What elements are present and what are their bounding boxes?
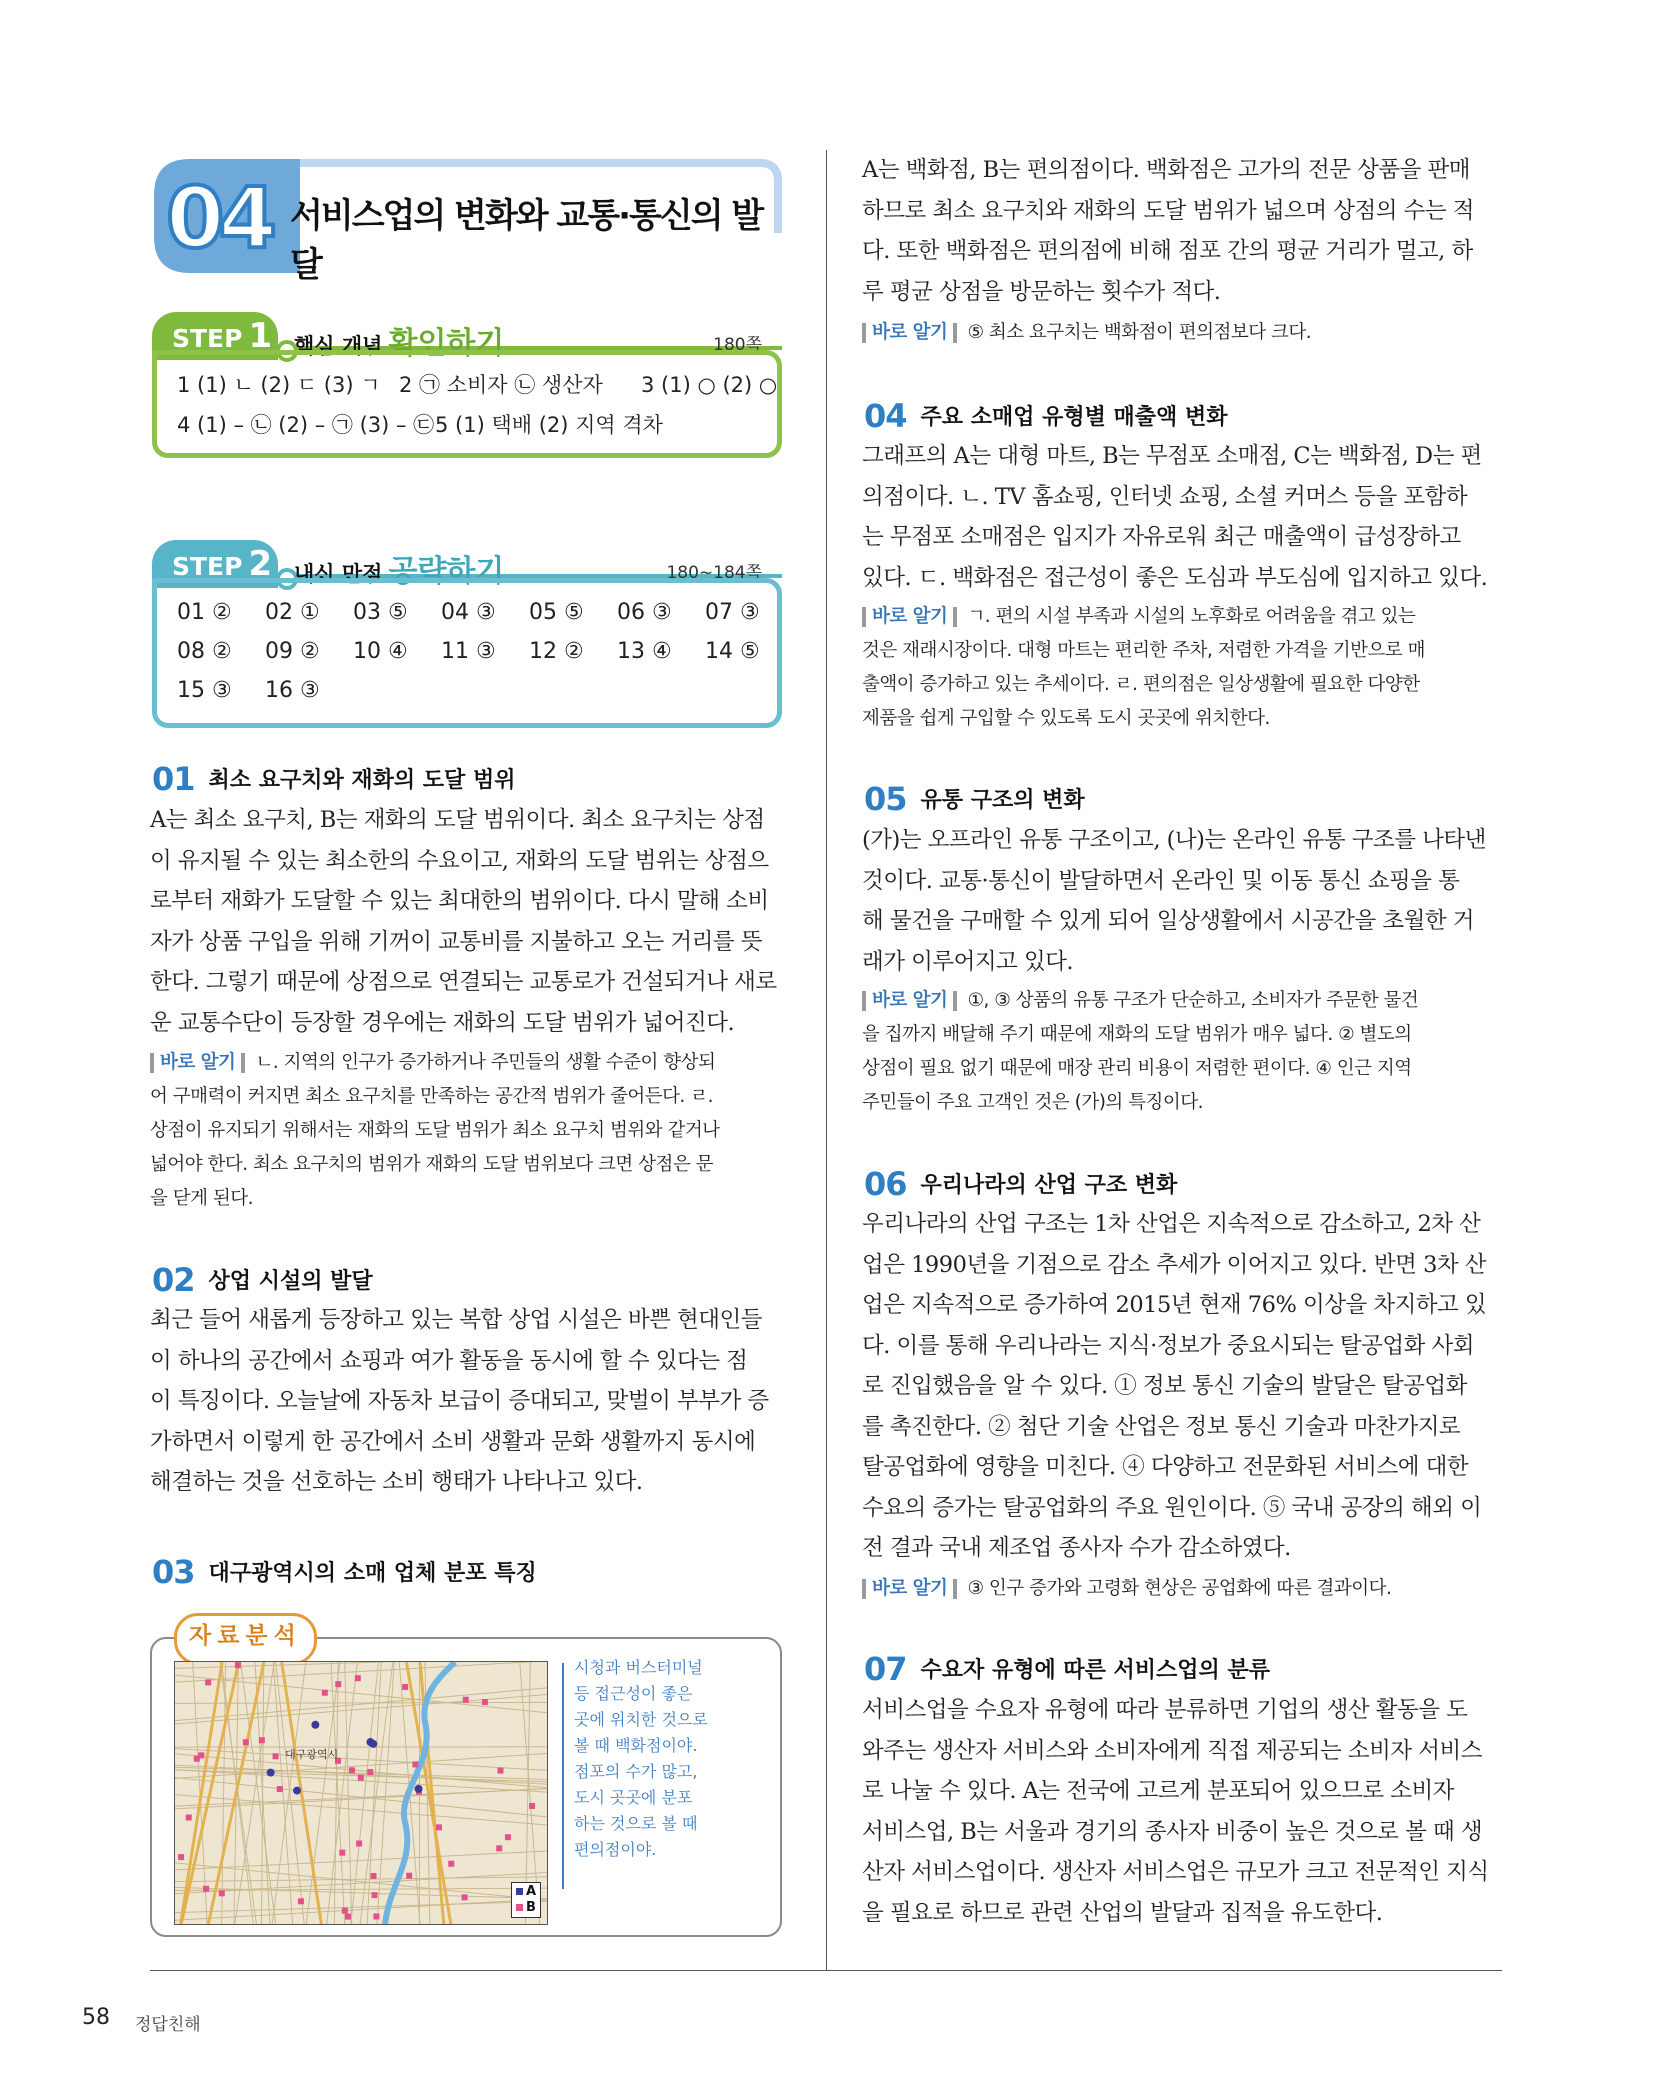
section-03-title: 03 대구광역시의 소매 업체 분포 특징 bbox=[152, 1553, 537, 1591]
step1-label: 핵심 개념 확인하기 bbox=[294, 326, 505, 361]
map-marker-b bbox=[335, 1681, 341, 1687]
section-07-title: 07 수요자 유형에 따른 서비스업의 분류 bbox=[864, 1650, 1270, 1688]
map-marker-b bbox=[345, 1914, 351, 1920]
text-line: 하는 것으로 볼 때 bbox=[574, 1814, 698, 1833]
legend-item-a: A bbox=[516, 1884, 536, 1900]
section-01-body bbox=[150, 800, 786, 1043]
footer-rule bbox=[150, 1970, 1502, 1971]
map-marker-b bbox=[298, 1898, 304, 1904]
step1-box bbox=[152, 312, 782, 462]
text-line: 다. 또한 백화점은 편의점에 비해 점포 간의 평균 거리가 멀고, 하 bbox=[862, 238, 1473, 264]
answer-item: 04 ③ bbox=[441, 600, 496, 625]
map-marker-b bbox=[273, 1753, 279, 1759]
map-marker-b bbox=[355, 1675, 361, 1681]
answer-item: 07 ③ bbox=[705, 600, 760, 625]
text-line: 루 평균 상점을 방문하는 횟수가 적다. bbox=[862, 278, 1221, 305]
note-text: 을 닫게 된다. bbox=[150, 1188, 253, 1209]
note-line bbox=[862, 634, 1502, 668]
map-marker-b bbox=[371, 1873, 377, 1879]
note-text: 출액이 증가하고 있는 추세이다. ㄹ. 편의점은 일상생활에 필요한 다양한 bbox=[862, 674, 1420, 695]
map-marker-b bbox=[497, 1768, 503, 1774]
map-label: 대구광역시 bbox=[285, 1748, 339, 1761]
text-line: 자가 상품 구입을 위해 기꺼이 교통비를 지불하고 오는 거리를 뜻 bbox=[150, 928, 762, 955]
text-line: 우리나라의 산업 구조는 1차 산업은 지속적으로 감소하고, 2차 산 bbox=[862, 1211, 1481, 1237]
quick-check-tag: 바로 알기 bbox=[862, 323, 957, 343]
map-marker-b bbox=[496, 1845, 502, 1851]
text-line: 와주는 생산자 서비스와 소비자에게 직접 제공되는 소비자 서비스 bbox=[862, 1737, 1482, 1764]
note-text: ⑤ 최소 요구치는 백화점이 편의점보다 크다. bbox=[967, 322, 1312, 343]
map-legend bbox=[511, 1882, 541, 1918]
daegu-map bbox=[174, 1661, 548, 1925]
text-line: (가)는 오프라인 유통 구조이고, (나)는 온라인 유통 구조를 나타낸 bbox=[862, 827, 1486, 853]
text-line: 해 물건을 구매할 수 있게 되어 일상생활에서 시공간을 초월한 거 bbox=[862, 908, 1474, 934]
section-05-title: 05 유통 구조의 변화 bbox=[864, 780, 1085, 818]
map-marker-a bbox=[311, 1721, 319, 1729]
text-line: A는 백화점, B는 편의점이다. 백화점은 고가의 전문 상품을 판매 bbox=[862, 157, 1470, 183]
step2-answer-grid bbox=[177, 593, 760, 710]
map-marker-b bbox=[178, 1854, 184, 1860]
answer-item: 10 ④ bbox=[353, 639, 408, 664]
text-line: 그래프의 A는 대형 마트, B는 무점포 소매점, C는 백화점, D는 편 bbox=[862, 443, 1482, 469]
text-line: 편의점이야. bbox=[574, 1840, 657, 1859]
text-line: 것이다. 교통·통신이 발달하면서 온라인 및 이동 통신 쇼핑을 통 bbox=[862, 867, 1460, 894]
answer-item: 08 ② bbox=[177, 639, 232, 664]
note-line bbox=[150, 1080, 786, 1114]
note-text: ①, ③ 상품의 유통 구조가 단순하고, 소비자가 주문한 물건 bbox=[967, 990, 1419, 1011]
data-analysis-title: 자료분석 bbox=[174, 1613, 317, 1665]
text-line: 산자 서비스업이다. 생산자 서비스업은 규모가 크고 전문적인 지식 bbox=[862, 1859, 1489, 1885]
step1-row: 4 (1) – ㉡ (2) – ㉠ (3) – ㉢5 (1) 택배 (2) 지역 격차 bbox=[177, 413, 663, 437]
answer-item: 09 ② bbox=[265, 639, 320, 664]
map-marker-b bbox=[203, 1886, 209, 1892]
footer-label: 정답친해 bbox=[135, 2015, 201, 2035]
map-marker-b bbox=[219, 1890, 225, 1896]
map-marker-b bbox=[259, 1737, 265, 1743]
note-text: 주민들이 주요 고객인 것은 (가)의 특징이다. bbox=[862, 1092, 1204, 1113]
section-02-body bbox=[150, 1300, 786, 1503]
step2-box bbox=[152, 540, 782, 730]
map-marker-b bbox=[322, 1690, 328, 1696]
section-05-body bbox=[862, 820, 1502, 982]
quick-check-tag: 바로 알기 bbox=[862, 1579, 957, 1599]
section-03-answer-note bbox=[862, 316, 1502, 350]
answer-item: 02 ① bbox=[265, 600, 320, 625]
text-line: 수요의 증가는 탈공업화의 주요 원인이다. ⑤ 국내 공장의 해외 이 bbox=[862, 1494, 1482, 1521]
text-line: 점포의 수가 많고, bbox=[574, 1762, 698, 1781]
chapter-title: 서비스업의 변화와 교통·통신의 발달 bbox=[290, 196, 763, 285]
text-line: 이 유지될 수 있는 최소한의 수요이고, 재화의 도달 범위는 상점으 bbox=[150, 847, 769, 874]
text-line: 는 무점포 소매점은 입지가 자유로워 최근 매출액이 급성장하고 bbox=[862, 524, 1461, 550]
step1-answers bbox=[152, 350, 782, 458]
map-marker-b bbox=[463, 1697, 469, 1703]
text-line: 가하면서 이렇게 한 공간에서 소비 생활과 문화 생활까지 동시에 bbox=[150, 1428, 756, 1455]
note-line bbox=[150, 1114, 786, 1148]
text-line: 등 접근성이 좋은 bbox=[574, 1684, 693, 1703]
step1-tab: STEP 1 bbox=[152, 312, 278, 360]
answer-item: 14 ⑤ bbox=[705, 639, 760, 664]
text-line: 로 나눌 수 있다. A는 전국에 고르게 분포되어 있으므로 소비자 bbox=[862, 1778, 1454, 1804]
map-marker-b bbox=[277, 1786, 283, 1792]
note-line bbox=[150, 1046, 786, 1080]
note-line bbox=[862, 1052, 1502, 1086]
note-text: 것은 재래시장이다. 대형 마트는 편리한 주차, 저렴한 가격을 기반으로 매 bbox=[862, 640, 1425, 661]
map-marker-b bbox=[186, 1814, 192, 1820]
note-text: ㄴ. 지역의 인구가 증가하거나 주민들의 생활 수준이 향상되 bbox=[255, 1052, 716, 1073]
legend-item-b: B bbox=[516, 1900, 536, 1916]
section-04-body bbox=[862, 436, 1502, 598]
map-marker-b bbox=[367, 1769, 373, 1775]
map-marker-b bbox=[194, 1756, 200, 1762]
map-marker-a bbox=[267, 1769, 275, 1777]
note-line bbox=[862, 702, 1502, 736]
section-06-title: 06 우리나라의 산업 구조 변화 bbox=[864, 1165, 1178, 1203]
step2-answers bbox=[152, 578, 782, 728]
answer-item: 12 ② bbox=[529, 639, 584, 664]
map-marker-b bbox=[462, 1894, 468, 1900]
step2-page: 180~184쪽 bbox=[666, 563, 762, 583]
quick-check-tag: 바로 알기 bbox=[862, 607, 957, 627]
map-graphic bbox=[175, 1662, 547, 1924]
note-line bbox=[862, 316, 1502, 350]
answer-item: 15 ③ bbox=[177, 678, 232, 703]
note-text: 어 구매력이 커지면 최소 요구치를 만족하는 공간적 범위가 줄어든다. ㄹ. bbox=[150, 1086, 713, 1107]
section-01-note bbox=[150, 1046, 786, 1216]
analysis-callouts bbox=[574, 1655, 764, 1863]
map-marker-b bbox=[406, 1873, 412, 1879]
text-line: 볼 때 백화점이야. bbox=[574, 1736, 698, 1755]
map-marker-b bbox=[448, 1861, 454, 1867]
map-marker-b bbox=[372, 1892, 378, 1898]
text-line: 탈공업화에 영향을 미친다. ④ 다양하고 전문화된 서비스에 대한 bbox=[862, 1454, 1469, 1480]
map-marker-b bbox=[436, 1824, 442, 1830]
note-line bbox=[862, 600, 1502, 634]
map-marker-b bbox=[205, 1679, 211, 1685]
text-line: 로부터 재화가 도달할 수 있는 최대한의 범위이다. 다시 말해 소비 bbox=[150, 888, 769, 914]
map-marker-b bbox=[505, 1834, 511, 1840]
section-07-body bbox=[862, 1690, 1502, 1933]
column-divider bbox=[826, 150, 827, 1970]
text-line: 운 교통수단이 등장할 경우에는 재화의 도달 범위가 넓어진다. bbox=[150, 1009, 735, 1036]
text-line: 있다. ㄷ. 백화점은 접근성이 좋은 도심과 부도심에 입지하고 있다. bbox=[862, 564, 1488, 591]
note-text: ㄱ. 편의 시설 부족과 시설의 노후화로 어려움을 겪고 있는 bbox=[967, 606, 1416, 627]
note-text: 상점이 필요 없기 때문에 매장 관리 비용이 저렴한 편이다. ④ 인근 지역 bbox=[862, 1058, 1412, 1079]
chapter-number: 04 bbox=[166, 169, 271, 267]
step2-label: 내신 만점 공략하기 bbox=[294, 554, 505, 589]
text-line: 서비스업을 수요자 유형에 따라 분류하면 기업의 생산 활동을 도 bbox=[862, 1697, 1468, 1723]
text-line: 시청과 버스터미널 bbox=[574, 1658, 703, 1677]
map-marker-a bbox=[415, 1785, 423, 1793]
map-marker-b bbox=[412, 1761, 418, 1767]
text-line: 이 특징이다. 오늘날에 자동차 보급이 증대되고, 맞벌이 부부가 증 bbox=[150, 1388, 769, 1414]
step1-row: 1 (1) ㄴ (2) ㄷ (3) ㄱ 2 ㉠ 소비자 ㉡ 생산자 3 (1) ○ (2) ○ bbox=[177, 373, 778, 397]
note-line bbox=[862, 668, 1502, 702]
quick-check-tag: 바로 알기 bbox=[150, 1053, 245, 1073]
answer-item: 16 ③ bbox=[265, 678, 320, 703]
text-line: 업은 1990년을 기점으로 감소 추세가 이어지고 있다. 반면 3차 산 bbox=[862, 1251, 1487, 1278]
answer-item: 13 ④ bbox=[617, 639, 672, 664]
note-text: ③ 인구 증가와 고령화 현상은 공업화에 따른 결과이다. bbox=[967, 1578, 1392, 1599]
note-line bbox=[862, 984, 1502, 1018]
text-line: 이 하나의 공간에서 쇼핑과 여가 활동을 동시에 할 수 있다는 점 bbox=[150, 1347, 748, 1374]
map-marker-b bbox=[349, 1767, 355, 1773]
text-line: 한다. 그렇기 때문에 상점으로 연결되는 교통로가 건설되거나 새로 bbox=[150, 969, 777, 995]
answer-item: 05 ⑤ bbox=[529, 600, 584, 625]
note-line bbox=[862, 1086, 1502, 1120]
map-marker-b bbox=[358, 1775, 364, 1781]
note-line bbox=[150, 1148, 786, 1182]
text-line: 서비스업, B는 서울과 경기의 종사자 비중이 높은 것으로 볼 때 생 bbox=[862, 1818, 1483, 1845]
text-line: 을 필요로 하므로 관련 산업의 발달과 집적을 유도한다. bbox=[862, 1899, 1383, 1926]
text-line: 를 촉진한다. ② 첨단 기술 산업은 정보 통신 기술과 마찬가지로 bbox=[862, 1413, 1461, 1440]
text-line: 해결하는 것을 선호하는 소비 행태가 나타나고 있다. bbox=[150, 1469, 643, 1495]
chapter-header bbox=[150, 155, 782, 285]
text-line: 래가 이루어지고 있다. bbox=[862, 948, 1074, 975]
map-marker-a bbox=[293, 1787, 301, 1795]
map-marker-b bbox=[235, 1662, 241, 1668]
answer-item: 03 ⑤ bbox=[353, 600, 408, 625]
section-02-title: 02 상업 시설의 발달 bbox=[152, 1261, 373, 1299]
note-text: 넓어야 한다. 최소 요구치의 범위가 재화의 도달 범위보다 크면 상점은 문 bbox=[150, 1154, 713, 1175]
text-line: 로 진입했음을 알 수 있다. ① 정보 통신 기술의 발달은 탈공업화 bbox=[862, 1373, 1467, 1399]
text-line: 도시 곳곳에 분포 bbox=[574, 1788, 693, 1807]
map-marker-a bbox=[369, 1740, 377, 1748]
answer-item: 11 ③ bbox=[441, 639, 496, 664]
map-marker-b bbox=[243, 1739, 249, 1745]
map-marker-b bbox=[356, 1841, 362, 1847]
text-line: 하므로 최소 요구치와 재화의 도달 범위가 넓으며 상점의 수는 적 bbox=[862, 197, 1474, 224]
quick-check-tag: 바로 알기 bbox=[862, 991, 957, 1011]
text-line: 다. 이를 통해 우리나라는 지식·정보가 중요시되는 탈공업화 사회 bbox=[862, 1332, 1474, 1359]
map-marker-b bbox=[482, 1699, 488, 1705]
answer-item: 06 ③ bbox=[617, 600, 672, 625]
text-line: A는 최소 요구치, B는 재화의 도달 범위이다. 최소 요구치는 상점 bbox=[150, 807, 765, 833]
map-marker-b bbox=[339, 1850, 345, 1856]
note-text: 을 집까지 배달해 주기 때문에 재화의 도달 범위가 매우 넓다. ② 별도의 bbox=[862, 1024, 1412, 1045]
note-line bbox=[862, 1572, 1502, 1606]
text-line: 최근 들어 새롭게 등장하고 있는 복합 상업 시설은 바쁜 현대인들 bbox=[150, 1307, 762, 1333]
text-line: 곳에 위치한 것으로 bbox=[574, 1710, 708, 1729]
data-analysis-box bbox=[150, 1623, 782, 1937]
step2-tab: STEP 2 bbox=[152, 540, 278, 588]
note-text: 제품을 쉽게 구입할 수 있도록 도시 곳곳에 위치한다. bbox=[862, 708, 1270, 729]
answer-item: 01 ② bbox=[177, 600, 232, 625]
section-04-title: 04 주요 소매업 유형별 매출액 변화 bbox=[864, 397, 1228, 435]
map-marker-b bbox=[342, 1908, 348, 1914]
step1-page: 180쪽 bbox=[713, 335, 762, 355]
note-line bbox=[862, 1018, 1502, 1052]
section-06-note bbox=[862, 1572, 1502, 1606]
page-number: 58 bbox=[82, 2005, 110, 2030]
map-marker-b bbox=[373, 1913, 379, 1919]
note-text: 상점이 유지되기 위해서는 재화의 도달 범위가 최소 요구치 범위와 같거나 bbox=[150, 1120, 720, 1141]
note-line bbox=[150, 1182, 786, 1216]
map-marker-b bbox=[529, 1803, 535, 1809]
section-05-note bbox=[862, 984, 1502, 1120]
map-marker-b bbox=[402, 1684, 408, 1690]
section-06-body bbox=[862, 1204, 1502, 1569]
section-04-note bbox=[862, 600, 1502, 736]
text-line: 전 결과 국내 제조업 종사자 수가 감소하였다. bbox=[862, 1535, 1291, 1561]
text-line: 업은 지속적으로 증가하여 2015년 현재 76% 이상을 차지하고 있 bbox=[862, 1292, 1487, 1318]
text-line: 의점이다. ㄴ. TV 홈쇼핑, 인터넷 쇼핑, 소셜 커머스 등을 포함하 bbox=[862, 483, 1468, 510]
section-01-title: 01 최소 요구치와 재화의 도달 범위 bbox=[152, 760, 516, 798]
section-03-answer-body bbox=[862, 150, 1502, 312]
callout-bracket bbox=[562, 1663, 572, 1889]
